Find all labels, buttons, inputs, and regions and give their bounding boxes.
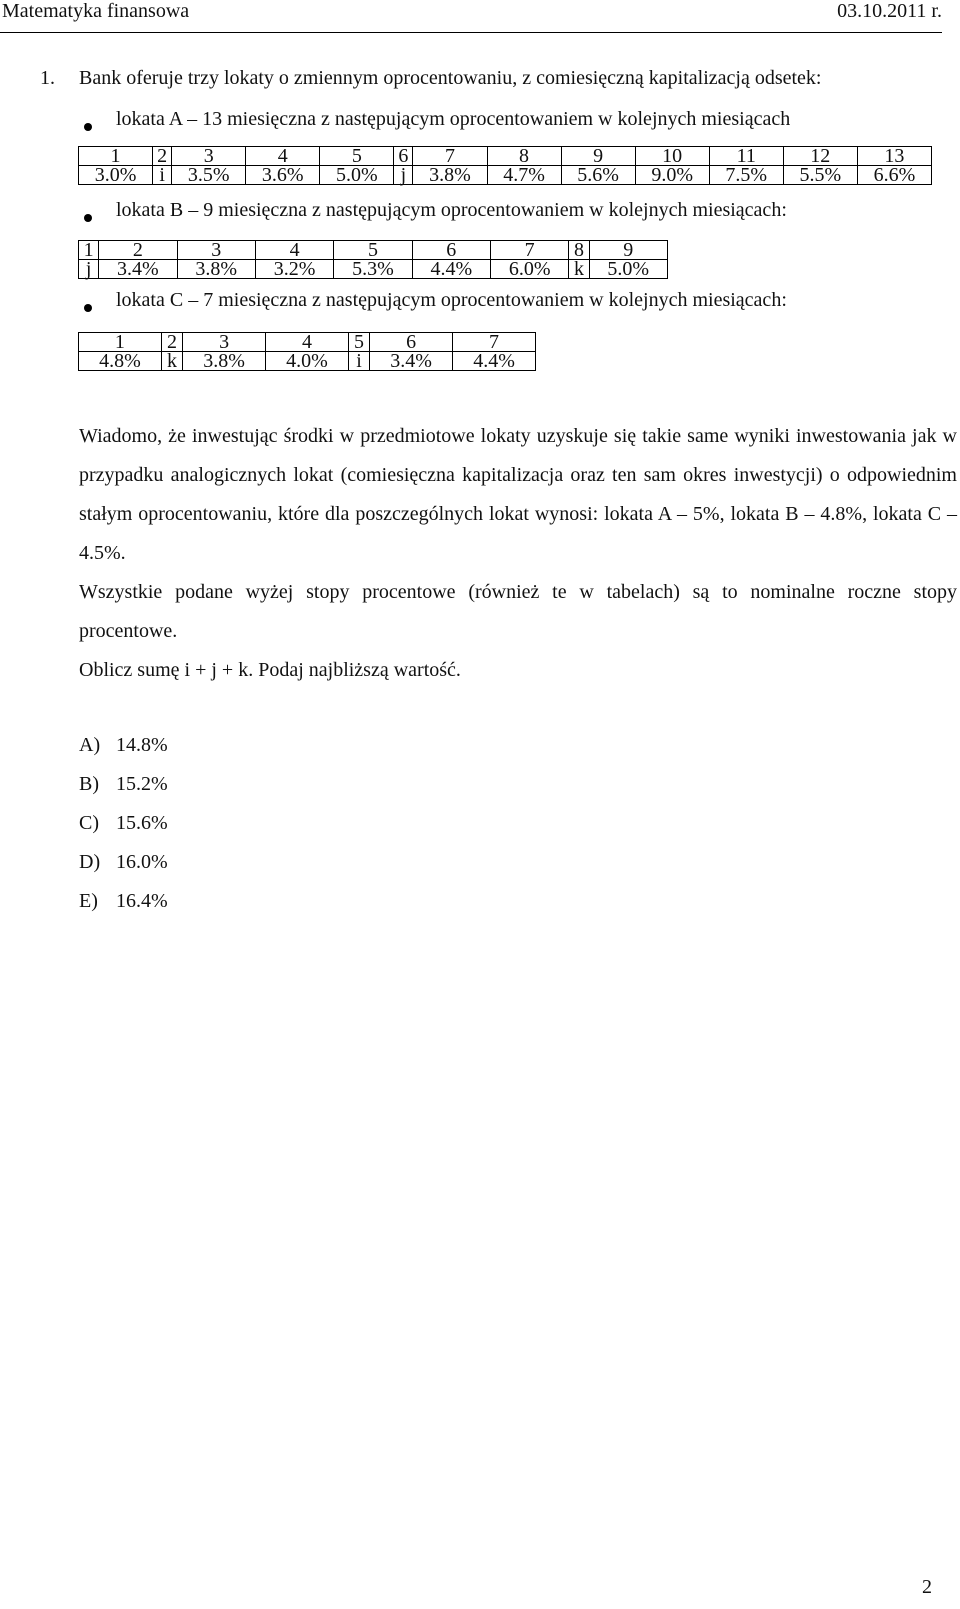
deposit-a-label: lokata A – 13 miesięczna z następującym oprocentowaniem w kolejnych miesiącach bbox=[116, 108, 791, 130]
month-cell: 6 bbox=[370, 333, 453, 352]
answer-option-d bbox=[79, 851, 168, 874]
answer-option-c bbox=[79, 812, 168, 835]
month-cell: 2 bbox=[99, 241, 177, 260]
rate-cell: 3.4% bbox=[99, 260, 177, 279]
problem-intro: Bank oferuje trzy lokaty o zmiennym oprocentowaniu, z comiesięczną kapitalizacją odsetek: bbox=[79, 67, 822, 89]
month-cell: 3 bbox=[172, 147, 246, 166]
deposit-c-table bbox=[78, 332, 536, 371]
month-cell: 8 bbox=[569, 241, 589, 260]
rate-cell: 3.4% bbox=[370, 352, 453, 371]
month-cell: 3 bbox=[177, 241, 255, 260]
month-cell: 4 bbox=[266, 333, 349, 352]
month-cell: 9 bbox=[589, 241, 667, 260]
rate-cell: 3.8% bbox=[177, 260, 255, 279]
rate-cell: j bbox=[394, 166, 413, 185]
paragraph-text: Wszystkie podane wyżej stopy procentowe (również te w tabelach) są to nominalne roczne stopy procentowe. bbox=[79, 581, 957, 642]
problem-number: 1. bbox=[40, 67, 55, 89]
rate-cell: 5.5% bbox=[783, 166, 857, 185]
month-cell: 4 bbox=[246, 147, 320, 166]
month-cell: 7 bbox=[413, 147, 487, 166]
deposit-a-table bbox=[78, 146, 932, 185]
month-cell: 4 bbox=[255, 241, 333, 260]
answer-letter: E) bbox=[79, 890, 98, 912]
rate-cell: 3.6% bbox=[246, 166, 320, 185]
month-cell: 9 bbox=[561, 147, 635, 166]
paragraph-nominal-rates bbox=[79, 573, 957, 651]
rate-cell: j bbox=[79, 260, 99, 279]
rate-cell: k bbox=[569, 260, 589, 279]
table-row-rates bbox=[79, 352, 536, 371]
month-cell: 7 bbox=[490, 241, 568, 260]
month-cell: 1 bbox=[79, 241, 99, 260]
rate-cell: 5.6% bbox=[561, 166, 635, 185]
paragraph-equivalence bbox=[79, 417, 957, 573]
bullet-icon bbox=[84, 123, 92, 131]
table-row-rates bbox=[79, 260, 668, 279]
rate-cell: k bbox=[161, 352, 182, 371]
rate-cell: 3.5% bbox=[172, 166, 246, 185]
answer-value: 14.8% bbox=[116, 734, 168, 756]
page-number: 2 bbox=[922, 1576, 932, 1598]
rate-cell: 6.6% bbox=[857, 166, 931, 185]
paragraph-question bbox=[79, 651, 957, 690]
rate-cell: i bbox=[348, 352, 369, 371]
month-cell: 13 bbox=[857, 147, 931, 166]
month-cell: 6 bbox=[412, 241, 490, 260]
month-cell: 10 bbox=[635, 147, 709, 166]
month-cell: 5 bbox=[334, 241, 412, 260]
rate-cell: 5.0% bbox=[589, 260, 667, 279]
bullet-icon bbox=[84, 304, 92, 312]
answer-letter: C) bbox=[79, 812, 99, 834]
rate-cell: 4.4% bbox=[412, 260, 490, 279]
month-cell: 7 bbox=[453, 333, 536, 352]
rate-cell: 4.8% bbox=[79, 352, 162, 371]
deposit-c-label: lokata C – 7 miesięczna z następującym oprocentowaniem w kolejnych miesiącach: bbox=[116, 289, 787, 311]
deposit-b-label: lokata B – 9 miesięczna z następującym oprocentowaniem w kolejnych miesiącach: bbox=[116, 199, 787, 221]
month-cell: 12 bbox=[783, 147, 857, 166]
table-row-rates bbox=[79, 166, 932, 185]
answer-option-b bbox=[79, 773, 168, 796]
month-cell: 5 bbox=[320, 147, 394, 166]
answer-option-e bbox=[79, 890, 168, 913]
answer-option-a bbox=[79, 734, 168, 757]
answer-value: 15.6% bbox=[116, 812, 168, 834]
answer-value: 16.4% bbox=[116, 890, 168, 912]
rate-cell: 3.8% bbox=[183, 352, 266, 371]
table-row-months bbox=[79, 147, 932, 166]
rate-cell: 3.0% bbox=[79, 166, 153, 185]
rate-cell: 5.0% bbox=[320, 166, 394, 185]
rate-cell: 4.4% bbox=[453, 352, 536, 371]
header-date: 03.10.2011 r. bbox=[837, 0, 942, 22]
month-cell: 2 bbox=[161, 333, 182, 352]
rate-cell: 4.0% bbox=[266, 352, 349, 371]
rate-cell: 7.5% bbox=[709, 166, 783, 185]
table-row-months bbox=[79, 333, 536, 352]
month-cell: 2 bbox=[153, 147, 172, 166]
answer-value: 16.0% bbox=[116, 851, 168, 873]
month-cell: 3 bbox=[183, 333, 266, 352]
paragraph-text: Oblicz sumę i + j + k. Podaj najbliższą wartość. bbox=[79, 659, 461, 681]
table-row-months bbox=[79, 241, 668, 260]
rate-cell: 3.8% bbox=[413, 166, 487, 185]
rate-cell: 6.0% bbox=[490, 260, 568, 279]
month-cell: 1 bbox=[79, 147, 153, 166]
month-cell: 11 bbox=[709, 147, 783, 166]
rate-cell: 9.0% bbox=[635, 166, 709, 185]
paragraph-text: Wiadomo, że inwestując środki w przedmiotowe lokaty uzyskuje się takie same wyniki inwestowania jak w przypadku analogicznych lokat (comiesięczna kapitalizacja oraz ten sam okres inwestycji) o odpowiednim stałym oprocentowaniu, które dla poszczególnych lokat wynosi: lokata A – 5%, lokata B – 4.8%, lokata C – 4.5%. bbox=[79, 425, 957, 564]
bullet-icon bbox=[84, 214, 92, 222]
rate-cell: 5.3% bbox=[334, 260, 412, 279]
rate-cell: 3.2% bbox=[255, 260, 333, 279]
rate-cell: 4.7% bbox=[487, 166, 561, 185]
answer-letter: D) bbox=[79, 851, 101, 873]
page-header bbox=[0, 0, 942, 33]
month-cell: 1 bbox=[79, 333, 162, 352]
answer-value: 15.2% bbox=[116, 773, 168, 795]
month-cell: 6 bbox=[394, 147, 413, 166]
deposit-b-table bbox=[78, 240, 668, 279]
month-cell: 8 bbox=[487, 147, 561, 166]
month-cell: 5 bbox=[348, 333, 369, 352]
answer-letter: A) bbox=[79, 734, 101, 756]
answer-letter: B) bbox=[79, 773, 99, 795]
rate-cell: i bbox=[153, 166, 172, 185]
header-title: Matematyka finansowa bbox=[2, 0, 190, 22]
